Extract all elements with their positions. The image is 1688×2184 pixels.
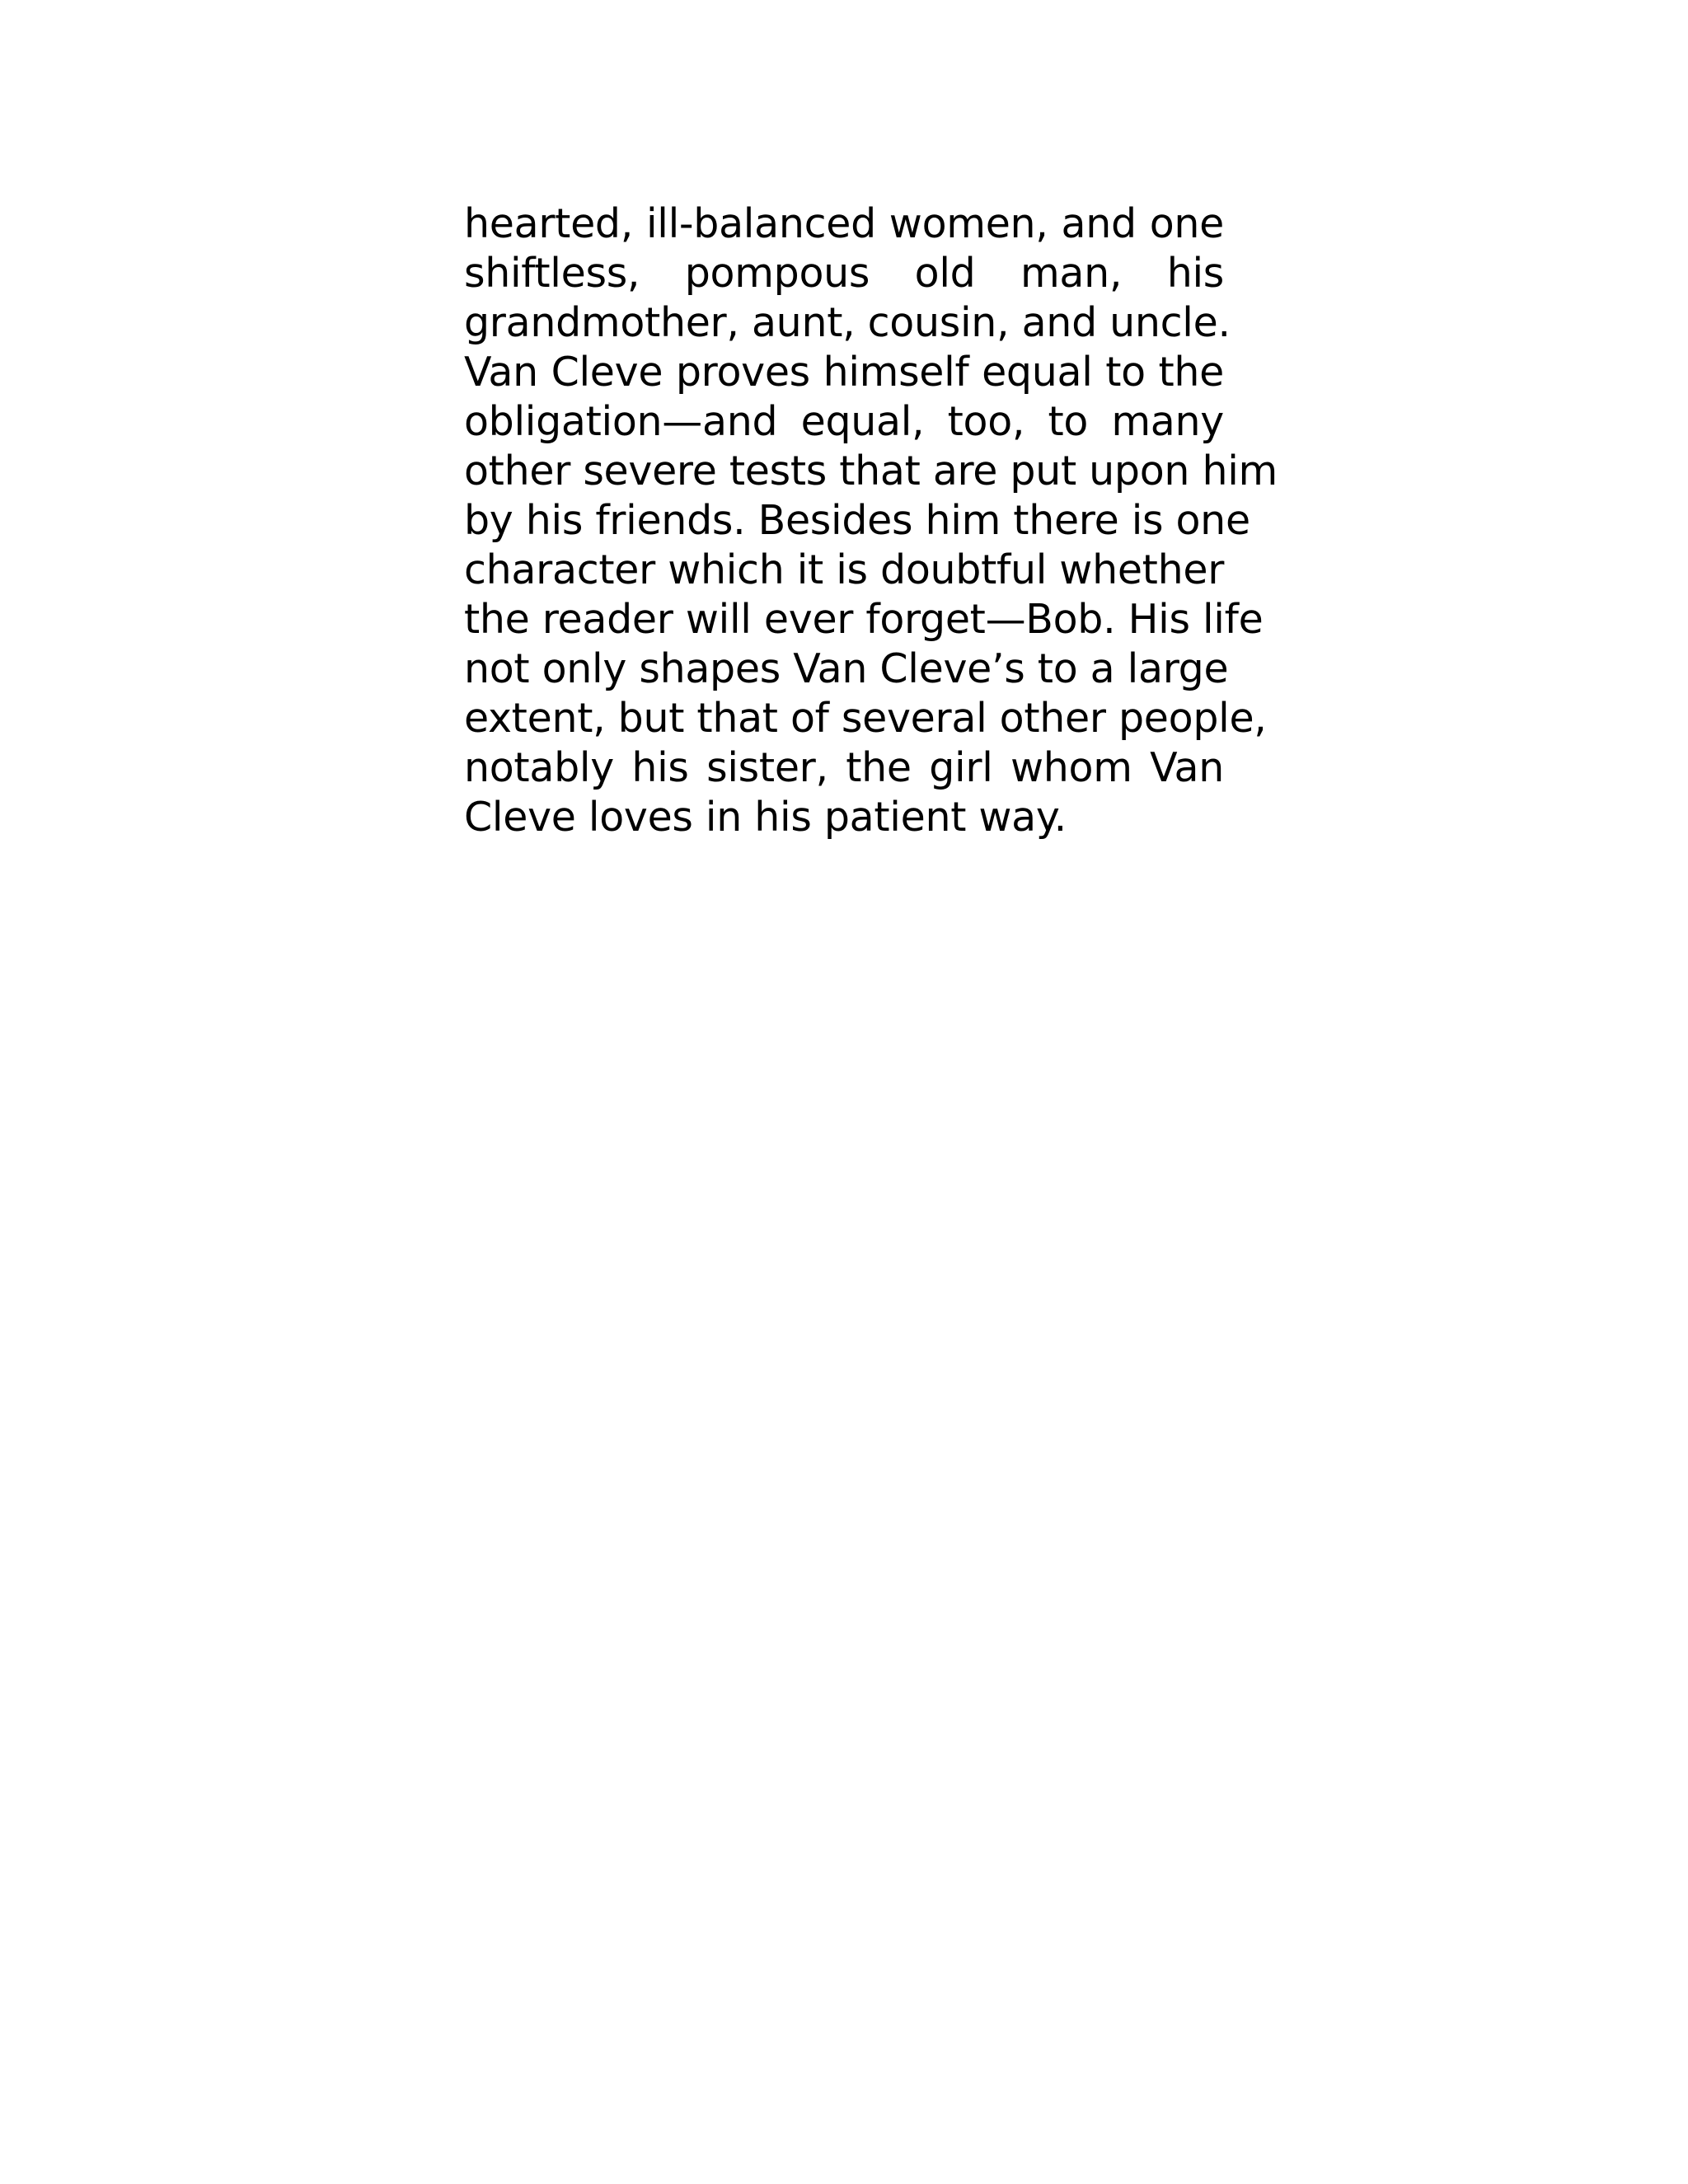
paragraph-line: not only shapes Van Cleve’s to a large xyxy=(464,645,1229,692)
paragraph-line: shiftless, pompous old man, his xyxy=(464,250,1224,297)
paragraph-line: grandmother, aunt, cousin, and uncle. xyxy=(464,299,1231,346)
paragraph-line: hearted, ill-balanced women, and one xyxy=(464,200,1224,247)
paragraph-line: Cleve loves in his patient way. xyxy=(464,794,1067,841)
paragraph-line: by his friends. Besides him there is one xyxy=(464,497,1250,544)
paragraph-line: character which it is doubtful whether xyxy=(464,546,1225,593)
paragraph-line: Van Cleve proves himself equal to the xyxy=(464,349,1224,396)
paragraph-line: the reader will ever forget—Bob. His life xyxy=(464,596,1264,643)
body-paragraph xyxy=(464,199,1278,842)
paragraph-line: obligation—and equal, too, to many xyxy=(464,398,1224,445)
paragraph-line: extent, but that of several other people, xyxy=(464,695,1267,742)
paragraph-line: notably his sister, the girl whom Van xyxy=(464,744,1224,791)
paragraph-line: other severe tests that are put upon him xyxy=(464,448,1278,494)
